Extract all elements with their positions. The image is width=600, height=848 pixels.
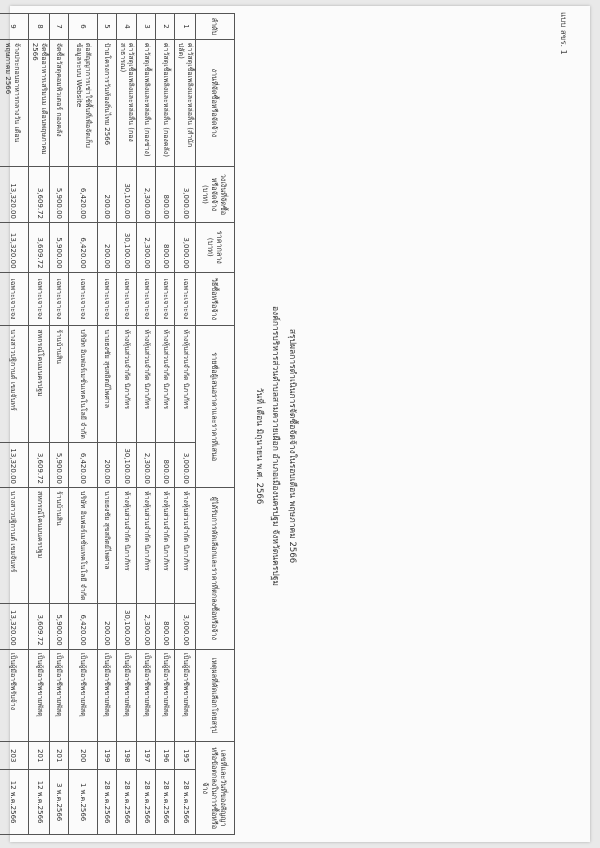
cell-no: 3 — [137, 14, 156, 40]
cell-bid-price: 3,609.72 — [29, 442, 50, 487]
cell-budget: 6,420.00 — [69, 166, 98, 222]
title-line-1: สรุปผลการดำเนินการจัดซื้อจัดจ้างในรอบเดือน พฤษภาคม 2566 — [287, 328, 297, 564]
cell-no: 8 — [29, 14, 50, 40]
cell-winner: ห้างหุ้นส่วนจำกัด นิภาภัทร — [117, 488, 138, 604]
cell-win-price: 800.00 — [156, 604, 175, 649]
cell-contract-no: 201 — [29, 742, 50, 770]
document-page — [4, 6, 590, 842]
cell-contract-no: 198 — [117, 742, 138, 770]
header-median: ราคากลาง (บาท) — [196, 222, 235, 272]
cell-reason: เป็นผู้มีอาชีพขายพัสดุ — [137, 649, 156, 742]
cell-winner: สหกรณ์โคนมนครปฐม — [29, 488, 50, 604]
cell-bidder: ห้างหุ้นส่วนจำกัด นิภาภัทร — [137, 326, 156, 442]
cell-method: เฉพาะเจาะจง — [156, 272, 175, 326]
cell-bid-price: 5,900.00 — [50, 442, 69, 487]
cell-item: ป้ายโครงการวันท้องถิ่นไทย 2566 — [98, 39, 117, 166]
cell-reason: เป็นผู้มีอาชีพขายพัสดุ — [175, 649, 196, 742]
table-row — [98, 14, 117, 835]
cell-reason: เป็นผู้มีอาชีพรับจ้าง — [0, 649, 29, 742]
cell-no: 1 — [175, 14, 196, 40]
cell-item: ค่าวัสดุเชื้อเพลิงและหล่อลื่น (กองสาธารณ) — [117, 39, 138, 166]
cell-item: จัดซื้อวัสดุคอมพิวเตอร์ กองคลัง — [50, 39, 69, 166]
cell-win-price: 2,300.00 — [137, 604, 156, 649]
cell-median: 2,300.00 — [137, 222, 156, 272]
table-row — [69, 14, 98, 835]
cell-win-price: 3,609.72 — [29, 604, 50, 649]
table-row — [0, 14, 29, 835]
cell-item: ต่อสัญญาการเช่าใช้พื้นที่เพื่อจัดเก็บข้อมูลระบบ Website — [69, 39, 98, 166]
cell-bid-price: 3,000.00 — [175, 442, 196, 487]
cell-item: ค่าวัสดุเชื้อเพลิงและหล่อลื่น (สำนักปลัด) — [175, 39, 196, 166]
cell-median: 800.00 — [156, 222, 175, 272]
cell-bidder: ห้างหุ้นส่วนจำกัด นิภาภัทร — [175, 326, 196, 442]
cell-reason: เป็นผู้มีอาชีพขายพัสดุ — [69, 649, 98, 742]
cell-item: ค่าวัสดุเชื้อเพลิงและหล่อลื่น (กองคลัง) — [156, 39, 175, 166]
cell-median: 6,420.00 — [69, 222, 98, 272]
cell-budget: 200.00 — [98, 166, 117, 222]
header-bidders: รายชื่อผู้เสนอราคาและราคาที่เสนอ — [196, 326, 235, 488]
cell-bid-price: 800.00 — [156, 442, 175, 487]
cell-method: เฉพาะเจาะจง — [69, 272, 98, 326]
table-row — [175, 14, 196, 835]
header-item: งานที่จัดซื้อหรือจัดจ้าง — [196, 39, 235, 166]
cell-contract-date: 28 พ.ค.2566 — [98, 770, 117, 835]
cell-bidder: นางสาวปฐิกานต์ เขมจันทร์ — [0, 326, 29, 442]
cell-winner: นายธงชัย สุขสถิตย์ไพศาล — [98, 488, 117, 604]
cell-item: จัดซื้ออาหารเสริมนม เดือนพฤษภาคม 2566 — [29, 39, 50, 166]
cell-contract-date: 28 พ.ค.2566 — [175, 770, 196, 835]
form-code: แบบ สขร. 1 — [559, 12, 568, 55]
header-budget: วงเงินที่จัดซื้อหรือจัดจ้าง (บาท) — [196, 166, 235, 222]
cell-no: 4 — [117, 14, 138, 40]
cell-winner: บริษัท อินฟอร์เมชั่นเทคโนโลยี จำกัด — [69, 488, 98, 604]
cell-budget: 5,900.00 — [50, 166, 69, 222]
cell-bid-price: 13,320.00 — [0, 442, 29, 487]
cell-bid-price: 2,300.00 — [137, 442, 156, 487]
cell-method: เฉพาะเจาะจง — [98, 272, 117, 326]
cell-median: 5,900.00 — [50, 222, 69, 272]
cell-budget: 13,320.00 — [0, 166, 29, 222]
cell-budget: 3,000.00 — [175, 166, 196, 222]
cell-budget: 2,300.00 — [137, 166, 156, 222]
cell-bidder: บริษัท อินฟอร์เมชั่นเทคโนโลยี จำกัด — [69, 326, 98, 442]
cell-win-price: 5,900.00 — [50, 604, 69, 649]
cell-win-price: 6,420.00 — [69, 604, 98, 649]
cell-method: เฉพาะเจาะจง — [50, 272, 69, 326]
cell-bid-price: 200.00 — [98, 442, 117, 487]
header-no: ลำดับ — [196, 14, 235, 40]
cell-method: เฉพาะเจาะจง — [29, 272, 50, 326]
cell-reason: เป็นผู้มีอาชีพขายพัสดุ — [156, 649, 175, 742]
cell-contract-no: 200 — [69, 742, 98, 770]
rotated-sheet — [4, 6, 590, 842]
cell-method: เฉพาะเจาะจง — [0, 272, 29, 326]
cell-reason: เป็นผู้มีอาชีพขายพัสดุ — [98, 649, 117, 742]
cell-no: 9 — [0, 14, 29, 40]
table-header-row — [196, 14, 235, 835]
cell-item: ค่าวัสดุเชื้อเพลิงและหล่อลื่น (กองช่าง) — [137, 39, 156, 166]
cell-win-price: 30,100.00 — [117, 604, 138, 649]
cell-bid-price: 6,420.00 — [69, 442, 98, 487]
cell-contract-no: 196 — [156, 742, 175, 770]
cell-winner: ห้างหุ้นส่วนจำกัด นิภาภัทร — [156, 488, 175, 604]
cell-bidder: สหกรณ์โคนมนครปฐม — [29, 326, 50, 442]
cell-reason: เป็นผู้มีอาชีพขายพัสดุ — [117, 649, 138, 742]
cell-contract-no: 197 — [137, 742, 156, 770]
cell-reason: เป็นผู้มีอาชีพขายพัสดุ — [29, 649, 50, 742]
cell-method: เฉพาะเจาะจง — [117, 272, 138, 326]
cell-win-price: 3,000.00 — [175, 604, 196, 649]
header-contract: เลขที่และวันที่ของสัญญาหรือข้อตกลงในการซื้อหรือจ้าง — [196, 742, 235, 835]
table-row — [50, 14, 69, 835]
cell-budget: 800.00 — [156, 166, 175, 222]
cell-contract-date: 1 พ.ค.2566 — [69, 770, 98, 835]
table-row — [117, 14, 138, 835]
cell-winner: ร้านบ้านสิน — [50, 488, 69, 604]
cell-no: 6 — [69, 14, 98, 40]
cell-bidder: ร้านบ้านสิน — [50, 326, 69, 442]
header-winner: ผู้ได้รับการคัดเลือกและราคาที่ตกลงซื้อหรือจ้าง — [196, 488, 235, 650]
cell-contract-date: 28 พ.ค.2566 — [137, 770, 156, 835]
cell-bidder: ห้างหุ้นส่วนจำกัด นิภาภัทร — [117, 326, 138, 442]
table-row — [137, 14, 156, 835]
cell-median: 13,320.00 — [0, 222, 29, 272]
cell-median: 30,100.00 — [117, 222, 138, 272]
title-line-3: วันที่ เดือน มิถุนายน พ.ศ. 2566 — [254, 387, 264, 505]
cell-bidder: ห้างหุ้นส่วนจำกัด นิภาภัทร — [156, 326, 175, 442]
cell-budget: 3,609.72 — [29, 166, 50, 222]
table-row — [29, 14, 50, 835]
cell-win-price: 200.00 — [98, 604, 117, 649]
cell-item: จ้างประกอบอาหารกลางวัน เดือนพฤษภาคม 2566 — [0, 39, 29, 166]
cell-bidder: นายธงชัย สุขสถิตย์ไพศาล — [98, 326, 117, 442]
cell-contract-no: 201 — [50, 742, 69, 770]
cell-median: 3,000.00 — [175, 222, 196, 272]
cell-contract-date: 3 พ.ค.2566 — [50, 770, 69, 835]
cell-win-price: 13,320.00 — [0, 604, 29, 649]
cell-method: เฉพาะเจาะจง — [137, 272, 156, 326]
cell-contract-date: 12 พ.ค.2566 — [0, 770, 29, 835]
table-row — [156, 14, 175, 835]
cell-contract-no: 203 — [0, 742, 29, 770]
cell-reason: เป็นผู้มีอาชีพขายพัสดุ — [50, 649, 69, 742]
cell-winner: ห้างหุ้นส่วนจำกัด นิภาภัทร — [137, 488, 156, 604]
cell-no: 5 — [98, 14, 117, 40]
cell-contract-date: 12 พ.ค.2566 — [29, 770, 50, 835]
cell-bid-price: 30,100.00 — [117, 442, 138, 487]
cell-contract-no: 199 — [98, 742, 117, 770]
cell-contract-date: 28 พ.ค.2566 — [156, 770, 175, 835]
cell-winner: นางสาวปฐิกานต์ เขมจันทร์ — [0, 488, 29, 604]
cell-median: 3,609.72 — [29, 222, 50, 272]
cell-median: 200.00 — [98, 222, 117, 272]
header-reason: เหตุผลที่คัดเลือกโดยสรุป — [196, 649, 235, 742]
cell-no: 2 — [156, 14, 175, 40]
cell-budget: 30,100.00 — [117, 166, 138, 222]
cell-contract-no: 195 — [175, 742, 196, 770]
title-line-2: องค์การบริหารส่วนตำบลสามควายเผือก อำเภอเมืองนครปฐม จังหวัดนครปฐม — [270, 305, 280, 587]
cell-contract-date: 28 พ.ค.2566 — [117, 770, 138, 835]
cell-no: 7 — [50, 14, 69, 40]
cell-method: เฉพาะเจาะจง — [175, 272, 196, 326]
cell-winner: ห้างหุ้นส่วนจำกัด นิภาภัทร — [175, 488, 196, 604]
procurement-table — [0, 13, 235, 835]
header-method: วิธีซื้อหรือจ้าง — [196, 272, 235, 326]
